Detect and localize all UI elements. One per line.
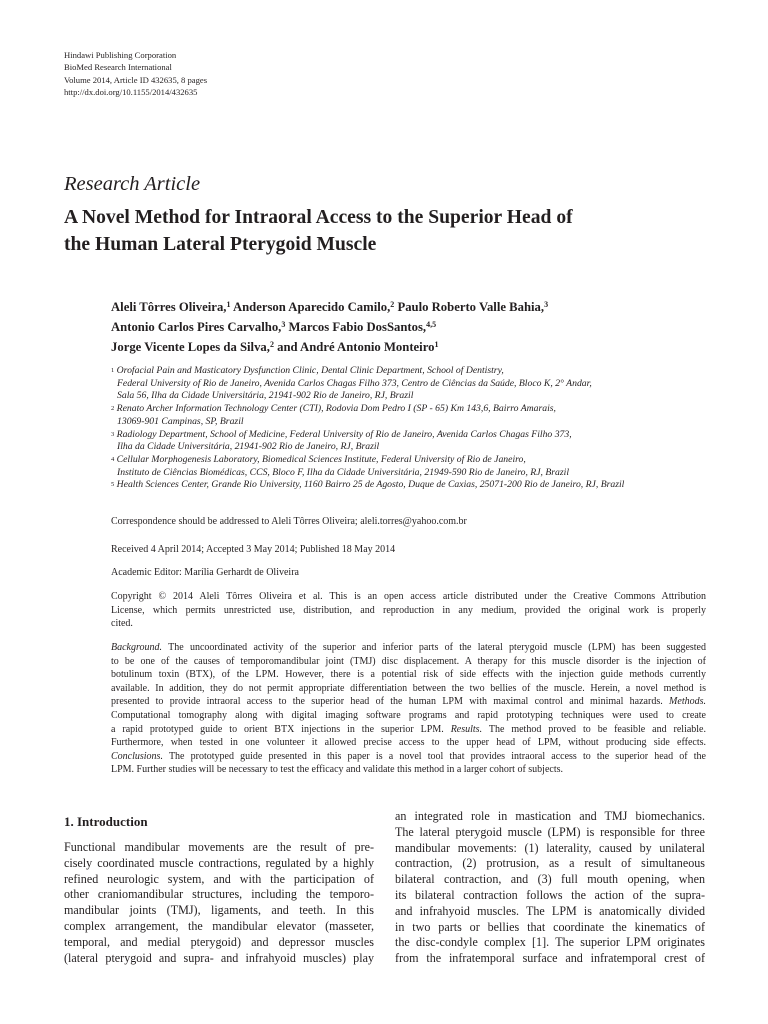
body-line: other craniomandibular structures, including the temporo- (64, 887, 374, 902)
journal-header (64, 49, 207, 99)
author-name: Jorge Vicente Lopes da Silva, (111, 340, 270, 354)
body-column-right (395, 809, 705, 967)
abstract-line: to be one of the causes of temporomandibular joint (TMJ) disc displacement. A therapy for this muscle disorder is the injection of (111, 655, 706, 667)
abstract-line: presented to provide intraoral access to the superior head of the human LPM with maximal control and minimal hazards. Methods. (111, 696, 706, 708)
abstract-line: Conclusions. The prototyped guide presented in this paper is a novel tool that provides intraoral access to the superior head of the (111, 750, 706, 762)
author-line (111, 337, 711, 357)
body-line: mandibular movements: (1) laterality, caused by unilateral (395, 840, 705, 855)
affiliation-line (111, 365, 711, 378)
body-line: The lateral pterygoid muscle (LPM) is responsible for three (395, 824, 705, 839)
affiliation-text: Cellular Morphogenesis Laboratory, Biomedical Sciences Institute, Federal University of Rio de Janeiro, (116, 453, 526, 465)
body-line: (lateral pterygoid and supra- and infrahyoid muscles) play (64, 950, 374, 965)
body-line: from the infratemporal surface and infratemporal crest of (395, 951, 705, 966)
copyright-line: Copyright © 2014 Aleli Tôrres Oliveira et al. This is an open access article distributed under the Creative Commons Attribution (111, 591, 706, 602)
body-line: its bilateral contraction follows the action of the supra- (395, 887, 705, 902)
affiliation-text: Renato Archer Information Technology Center (CTI), Rodovia Dom Pedro I (SP - 65) Km 143,6, Bairro Amarais, (116, 403, 556, 415)
abstract-line: LPM. Further studies will be necessary to test the efficacy and validate this method in a larger cohort of subjects. (111, 764, 564, 776)
affiliation-number: 3 (111, 430, 115, 438)
article-type: Research Article (64, 173, 201, 195)
abstract-line: Furthermore, when tested in one volunteer it allowed precise access to the upper head of LPM, without producing side effects. (111, 737, 706, 749)
affiliations (111, 365, 711, 492)
publication-dates: Received 4 April 2014; Accepted 3 May 2014; Published 18 May 2014 (111, 544, 396, 555)
author-affiliation-mark: 3 (281, 320, 286, 329)
body-line: mandibular joints (TMJ), ligaments, and teeth. In this (64, 903, 374, 918)
body-line: complex arrangement, the mandibular elevator (masseter, (64, 918, 374, 933)
abstract-line: a rapid prototyped guide to orient BTX injections in the superior LPM. Results. The method proved to be feasible and reliable. (111, 723, 706, 735)
affiliation-item (111, 429, 711, 454)
author-line (111, 297, 711, 317)
section-heading: 1. Introduction (64, 814, 148, 829)
body-line: in two parts or bellies that coordinate the kinematics of (395, 919, 705, 934)
affiliation-line (111, 403, 711, 416)
author-name: Anderson Aparecido Camilo, (232, 300, 391, 314)
body-line: temporal, and medial pterygoid) and depressor muscles (64, 934, 374, 949)
title-line: A Novel Method for Intraoral Access to the Superior Head of (64, 207, 573, 228)
body-line: the disc-condyle complex [1]. The superior LPM originates (395, 935, 705, 950)
affiliation-line: Sala 56, Ilha da Cidade Universitária, 21941-902 Rio de Janeiro, RJ, Brazil (117, 390, 414, 402)
body-line: contraction, (2) protrusion, as a result of simultaneous (395, 856, 705, 871)
affiliation-text: Orofacial Pain and Masticatory Dysfunction Clinic, Dental Clinic Department, School of Dentistry, (116, 365, 504, 376)
affiliation-line: 13069-901 Campinas, SP, Brazil (117, 415, 244, 427)
body-line: cisely coordinated muscle contractions, regulated by a highly (64, 855, 374, 870)
author-affiliation-mark: 1 (434, 340, 439, 349)
journal-name: BioMed Research International (64, 62, 172, 73)
copyright-line: License, which permits unrestricted use, distribution, and reproduction in any medium, provided the original work is properly (111, 604, 706, 616)
author-line (111, 317, 711, 337)
author-name: Paulo Roberto Valle Bahia, (397, 300, 545, 314)
affiliation-text: Radiology Department, School of Medicine, Federal University of Rio de Janeiro, Avenida Carlos Chagas Filho 373, (116, 428, 572, 440)
affiliation-item (111, 365, 711, 403)
doi-link[interactable]: http://dx.doi.org/10.1155/2014/432635 (64, 87, 198, 98)
copyright-line: cited. (111, 618, 133, 629)
correspondence: Correspondence should be addressed to Aleli Tôrres Oliveira; aleli.torres@yahoo.com.br (111, 516, 467, 527)
affiliation-line: Ilha da Cidade Universitária, 21941-902 Rio de Janeiro, RJ, Brazil (117, 441, 380, 453)
author-list (111, 297, 711, 357)
author-name: and André Antonio Monteiro (277, 340, 435, 354)
affiliation-line: Federal University of Rio de Janeiro, Avenida Carlos Chagas Filho 373, Centro de Ciências da Saúde, Bloco K, 2° Andar, (117, 377, 592, 389)
abstract-line: Background. The uncoordinated activity of the superior and inferior parts of the lateral pterygoid muscle (LPM) has been suggested (111, 642, 706, 653)
title-line: the Human Lateral Pterygoid Muscle (64, 233, 377, 255)
publisher: Hindawi Publishing Corporation (64, 50, 177, 60)
author-name: Marcos Fabio DosSantos, (288, 320, 427, 334)
author-name: Aleli Tôrres Oliveira, (111, 300, 227, 314)
author-affiliation-mark: 4,5 (426, 320, 437, 329)
affiliation-item (111, 479, 711, 492)
author-affiliation-mark: 1 (226, 300, 231, 309)
affiliation-number: 1 (111, 367, 115, 374)
affiliation-number: 4 (111, 455, 115, 463)
volume-info: Volume 2014, Article ID 432635, 8 pages (64, 74, 208, 85)
affiliation-line (111, 429, 711, 442)
affiliation-number: 2 (111, 405, 115, 413)
author-affiliation-mark: 2 (269, 340, 274, 349)
copyright-notice (111, 590, 706, 631)
abstract (111, 641, 706, 777)
paper-title (64, 205, 714, 258)
affiliation-item (111, 454, 711, 479)
affiliation-item (111, 403, 711, 428)
affiliation-line: Instituto de Ciências Biomédicas, CCS, Bloco F, Ilha da Cidade Universitária, 21949-590 Rio de Janeiro, RJ, Brazil (117, 466, 570, 478)
academic-editor: Academic Editor: Marília Gerhardt de Oliveira (111, 567, 299, 578)
author-affiliation-mark: 2 (390, 300, 395, 309)
author-affiliation-mark: 3 (544, 300, 549, 309)
body-line: bilateral contraction, and (3) full mouth opening, when (395, 872, 705, 887)
affiliation-text: Health Sciences Center, Grande Rio University, 1160 Bairro 25 de Agosto, Duque de Caxias, 25071-200 Rio de Janeiro, RJ, Brazil (116, 479, 625, 491)
body-line: refined neurologic system, and with the participation of (64, 871, 374, 886)
affiliation-number: 5 (111, 481, 115, 489)
author-name: Antonio Carlos Pires Carvalho, (111, 320, 282, 334)
abstract-line: available. In addition, they do not permit appropriate differentiation between the two bellies of the muscle. Herein, a novel method is (111, 682, 706, 694)
affiliation-line (111, 479, 711, 492)
affiliation-line (111, 454, 711, 467)
body-line: Functional mandibular movements are the result of pre- (64, 840, 374, 854)
abstract-line: botulinum toxin (BTX), of the LPM. However, there is a potential risk of side effects with the injection guide methods currently (111, 669, 706, 681)
abstract-line: Computational tomography along with digital imaging software programs and rapid prototyping techniques were used to create (111, 709, 706, 721)
body-column-left (64, 840, 374, 966)
body-line: and infrahyoid muscles. The LPM is anatomically divided (395, 903, 705, 918)
body-line: an integrated role in mastication and TMJ biomechanics. (395, 809, 705, 823)
